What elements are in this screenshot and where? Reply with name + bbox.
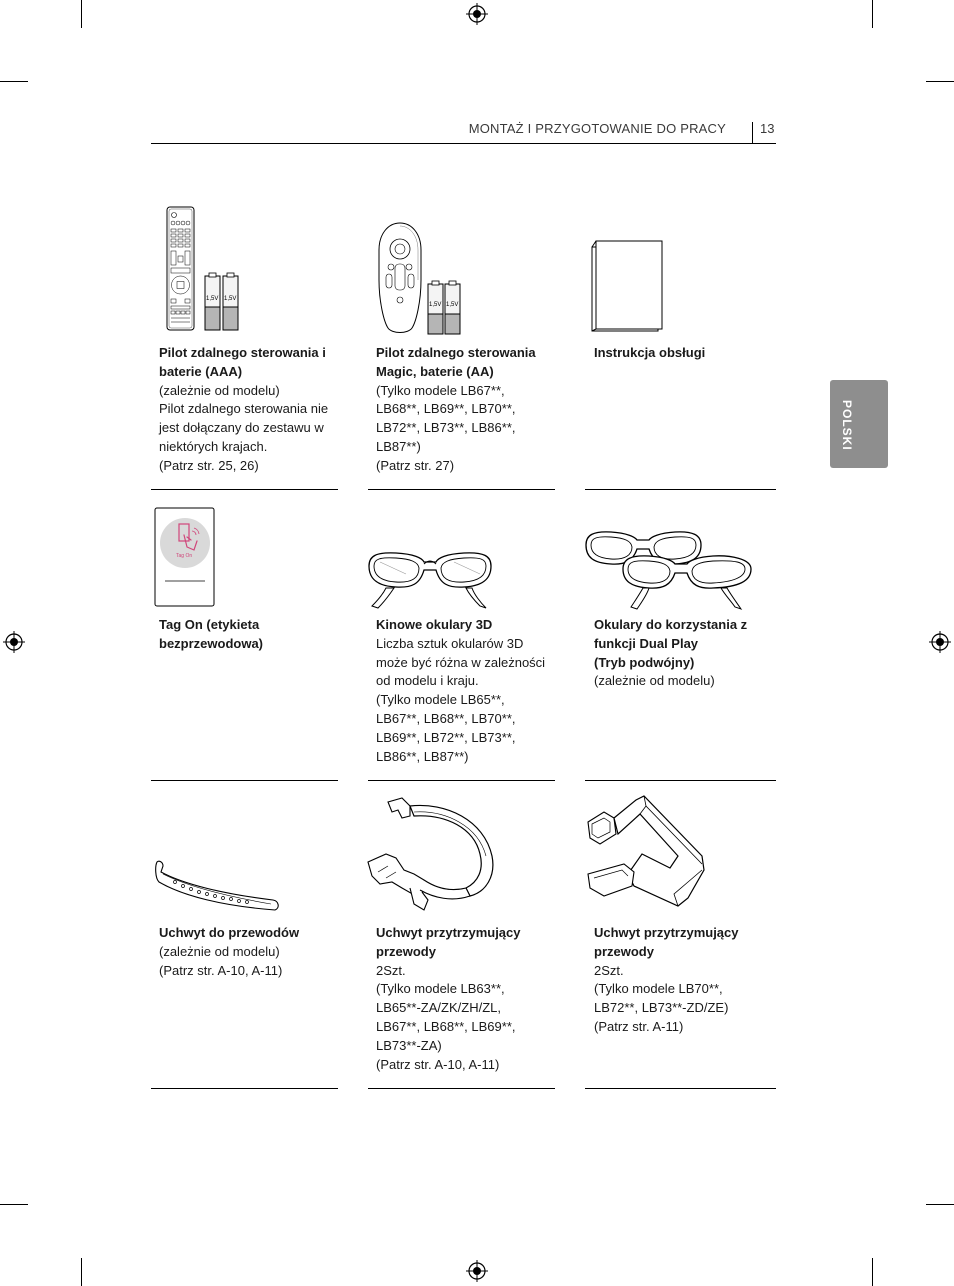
crop-mark bbox=[926, 1204, 954, 1205]
crop-mark bbox=[0, 1204, 28, 1205]
remote-control-icon bbox=[165, 206, 245, 332]
item-description: (zależnie od modelu) bbox=[594, 673, 715, 689]
tag-on-text: Tag On bbox=[176, 553, 193, 559]
crop-mark bbox=[926, 81, 954, 82]
item-3d-glasses bbox=[376, 616, 556, 766]
item-cable-clip bbox=[376, 924, 556, 1074]
crop-mark bbox=[0, 81, 28, 82]
header-divider bbox=[752, 122, 753, 143]
registration-mark-icon bbox=[3, 631, 25, 653]
item-description: Liczba sztuk okularów 3D może być różna w zależności od modelu i kraju. (Tylko modele LB65**, LB67**, LB68**, LB70**, LB69**, LB72**, LB73**, LB86**, LB87**) bbox=[376, 635, 546, 764]
item-title: Okulary do korzystania z funkcji Dual Play (Tryb podwójny) bbox=[594, 617, 748, 670]
item-title: Uchwyt do przewodów bbox=[159, 925, 300, 940]
crop-mark bbox=[872, 1258, 873, 1286]
item-title: Uchwyt przytrzymujący przewody bbox=[594, 925, 739, 959]
registration-mark-icon bbox=[466, 3, 488, 25]
language-tab bbox=[830, 380, 888, 468]
item-cable-holder bbox=[159, 924, 339, 980]
crop-mark bbox=[81, 1258, 82, 1286]
crop-mark bbox=[872, 0, 873, 28]
item-divider bbox=[151, 780, 338, 781]
magic-remote-icon bbox=[378, 220, 468, 336]
item-title: Pilot zdalnego sterowania i baterie (AAA) bbox=[159, 345, 326, 379]
item-description: (zależnie od modelu) (Patrz str. A-10, A-11) bbox=[159, 943, 283, 978]
cable-holder-icon bbox=[153, 858, 281, 914]
cable-clamp-icon bbox=[584, 794, 706, 908]
item-description: 2Szt. (Tylko modele LB63**, LB65**-ZA/ZK/ZH/ZL, LB67**, LB68**, LB69**, LB73**-ZA) (Patrz str. A-10, A-11) bbox=[376, 962, 516, 1072]
dual-play-glasses-icon bbox=[583, 525, 755, 611]
item-title: Tag On (etykieta bezprzewodowa) bbox=[159, 617, 264, 651]
section-title: MONTAŻ I PRZYGOTOWANIE DO PRACY bbox=[468, 121, 726, 136]
battery-label: 1,5V bbox=[446, 302, 459, 308]
battery-label: 1,5V bbox=[429, 302, 442, 308]
item-cable-clamp bbox=[594, 924, 774, 1037]
item-magic-remote bbox=[376, 344, 556, 476]
battery-label: 1,5V bbox=[224, 296, 237, 302]
item-divider bbox=[585, 1088, 776, 1089]
item-remote bbox=[159, 344, 339, 476]
item-dual-play-glasses bbox=[594, 616, 774, 691]
header-rule bbox=[151, 143, 776, 144]
item-divider bbox=[151, 1088, 338, 1089]
item-title: Kinowe okulary 3D bbox=[376, 617, 493, 632]
item-divider bbox=[368, 1088, 555, 1089]
item-description: (zależnie od modelu) Pilot zdalnego sterowania nie jest dołączany do zestawu w niektórych krajach. (Patrz str. 25, 26) bbox=[159, 382, 329, 473]
registration-mark-icon bbox=[466, 1260, 488, 1282]
language-tab-label: POLSKI bbox=[840, 400, 854, 451]
item-title: Uchwyt przytrzymujący przewody bbox=[376, 925, 521, 959]
item-description: 2Szt. (Tylko modele LB70**, LB72**, LB73**-ZD/ZE) (Patrz str. A-11) bbox=[594, 962, 729, 1034]
item-title: Instrukcja obsługi bbox=[594, 345, 706, 360]
item-divider bbox=[585, 489, 776, 490]
item-manual bbox=[594, 344, 774, 363]
item-tag-on bbox=[159, 616, 339, 654]
item-divider bbox=[368, 780, 555, 781]
tag-on-icon bbox=[154, 507, 216, 607]
item-divider bbox=[585, 780, 776, 781]
manual-book-icon bbox=[590, 239, 666, 333]
crop-mark bbox=[81, 0, 82, 28]
battery-label: 1,5V bbox=[206, 296, 219, 302]
page-number: 13 bbox=[760, 121, 775, 136]
cable-clip-icon bbox=[366, 796, 496, 912]
item-title: Pilot zdalnego sterowania Magic, baterie (AA) bbox=[376, 345, 536, 379]
item-divider bbox=[151, 489, 338, 490]
item-description: (Tylko modele LB67**, LB68**, LB69**, LB70**, LB72**, LB73**, LB86**, LB87**) (Patrz str. 27) bbox=[376, 382, 516, 473]
item-divider bbox=[368, 489, 555, 490]
registration-mark-icon bbox=[929, 631, 951, 653]
3d-glasses-icon bbox=[366, 548, 494, 610]
